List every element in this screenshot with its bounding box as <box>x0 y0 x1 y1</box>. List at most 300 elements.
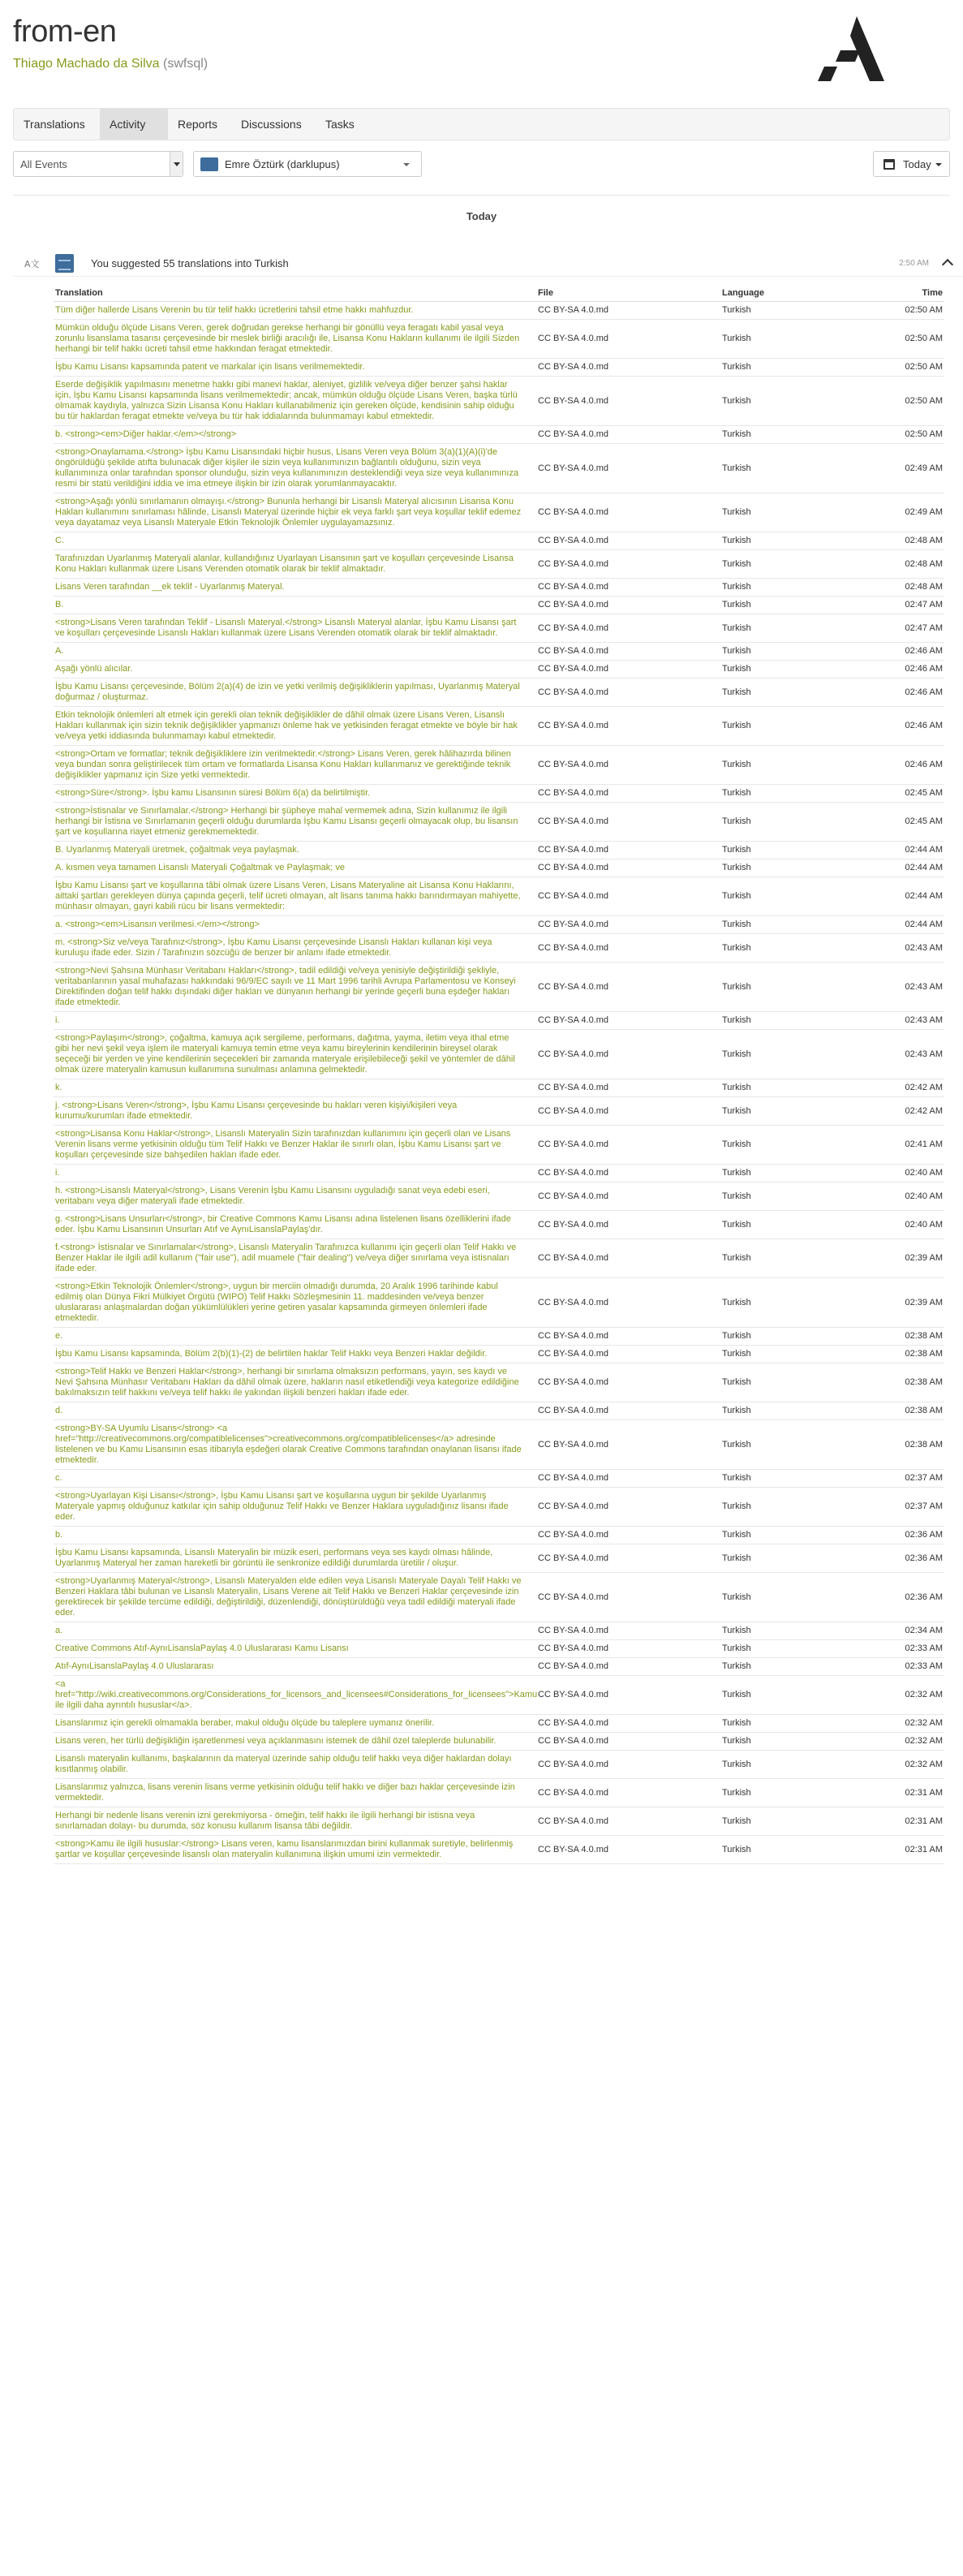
table-row <box>54 1165 944 1182</box>
row-time: 02:40 AM <box>883 1165 944 1182</box>
translation-text[interactable]: b. <strong><em>Diğer haklar.</em></strong> <box>54 426 536 444</box>
file-name[interactable]: CC BY-SA 4.0.md <box>536 579 720 597</box>
language-name: Turkish <box>720 934 883 963</box>
day-heading: Today <box>466 210 497 222</box>
file-name[interactable]: CC BY-SA 4.0.md <box>536 842 720 859</box>
translation-text[interactable]: <strong>İstisnalar ve Sınırlamalar.</strong> Herhangi bir şüpheye mahal vermemek adına, Sizin kullanımız ile ilgili herhangi bir İstisna ve Sınırlamanın geçerli olduğu durumlarda İşbu Kamu Lisansı geçerli olmayacak olup, bu lisansın şart ve koşullarına riayet etmeniz gerekmemektedir. <box>54 803 536 842</box>
date-filter-label: Today <box>903 158 931 170</box>
translate-icon: A文 <box>24 259 40 269</box>
project-title: from-en <box>13 15 117 49</box>
row-time: 02:45 AM <box>883 785 944 803</box>
row-time: 02:46 AM <box>883 746 944 785</box>
table-row <box>54 493 944 532</box>
translation-text[interactable]: b. <box>54 1527 536 1544</box>
file-name[interactable]: CC BY-SA 4.0.md <box>536 643 720 661</box>
row-time: 02:37 AM <box>883 1488 944 1527</box>
translation-text[interactable]: Mümkün olduğu ölçüde Lisans Veren, gerek doğrudan gerekse herhangi bir gönüllü veya feragatı kabil yasal veya zorunlu lisanslama tasarısı çerçevesinde bir meslek birliği aracılığı ile, Lisansa Konu Hakların kullanımı ile ilgili Sizden herhangi bir telif hakkı ücreti tahsil etme hakkından feragat etmektedir. <box>54 320 536 359</box>
language-name: Turkish <box>720 444 883 493</box>
row-time: 02:38 AM <box>883 1363 944 1402</box>
table-row <box>54 377 944 426</box>
row-time: 02:42 AM <box>883 1097 944 1126</box>
table-row <box>54 1182 944 1211</box>
translations-table <box>54 285 944 1864</box>
divider <box>13 195 950 196</box>
chevron-down-icon <box>403 163 410 166</box>
language-name: Turkish <box>720 1658 883 1676</box>
language-name: Turkish <box>720 1012 883 1030</box>
translation-text[interactable]: a. <box>54 1622 536 1640</box>
row-time: 02:32 AM <box>883 1715 944 1733</box>
table-row <box>54 1097 944 1126</box>
row-time: 02:33 AM <box>883 1640 944 1658</box>
table-row <box>54 1126 944 1165</box>
table-header-row <box>54 285 944 302</box>
file-name[interactable]: CC BY-SA 4.0.md <box>536 1640 720 1658</box>
chevron-up-icon[interactable] <box>942 259 953 270</box>
row-time: 02:44 AM <box>883 916 944 934</box>
table-row <box>54 550 944 579</box>
col-time: Time <box>883 285 944 302</box>
language-name: Turkish <box>720 1402 883 1420</box>
project-owner[interactable] <box>13 57 208 71</box>
file-name[interactable]: CC BY-SA 4.0.md <box>536 1658 720 1676</box>
translation-text[interactable]: B. Uyarlanmış Materyali üretmek, çoğaltmak veya paylaşmak. <box>54 842 536 859</box>
file-name[interactable]: CC BY-SA 4.0.md <box>536 934 720 963</box>
table-row <box>54 1544 944 1573</box>
language-name: Turkish <box>720 1420 883 1470</box>
translation-text[interactable]: <strong>Kamu ile ilgili hususlar:</strong> Lisans veren, kamu lisanslarımızdan birini kullanmak suretiyle, belirlenmiş şartlar ve koşullar çerçevesinde lisanslı olan materyalin kullanımına ilişkin umumi izin vermektedir. <box>54 1836 536 1864</box>
file-name[interactable]: CC BY-SA 4.0.md <box>536 1836 720 1864</box>
translation-text[interactable]: f.<strong> İstisnalar ve Sınırlamalar</strong>, Lisanslı Materyalin Tarafınızca kullanımı için geçerli olan Telif Hakkı ve Benzer Haklar ile ilgili adil kullanım ("fair use"), adil muamele ("fair dealing") ve/veya diğer sınırlama veya istisnaları ifade eder. <box>54 1239 536 1278</box>
language-name: Turkish <box>720 550 883 579</box>
language-name: Turkish <box>720 746 883 785</box>
language-name: Turkish <box>720 1544 883 1573</box>
language-name: Turkish <box>720 842 883 859</box>
table-row <box>54 785 944 803</box>
filter-bar <box>13 151 950 180</box>
translation-text[interactable]: <strong>Telif Hakkı ve Benzeri Haklar</strong>, herhangi bir sınırlama olmaksızın performans, yayın, ses kaydı ve Nevi Şahsına Münhasır Veritabanı Hakları da dâhil olmak üzere, hakların nasıl etiketlendiği veya kategorize edildiğine bakılmaksızın telif hakkını ve/veya telif hakkı ile yakından ilişkili benzeri hakları ifade eder. <box>54 1363 536 1402</box>
row-time: 02:37 AM <box>883 1470 944 1488</box>
file-name[interactable]: CC BY-SA 4.0.md <box>536 550 720 579</box>
file-name[interactable]: CC BY-SA 4.0.md <box>536 1527 720 1544</box>
table-row <box>54 1715 944 1733</box>
translation-text[interactable]: C. <box>54 532 536 550</box>
language-name: Turkish <box>720 785 883 803</box>
row-time: 02:31 AM <box>883 1807 944 1836</box>
translation-text[interactable]: İşbu Kamu Lisansı şart ve koşullarına tâbi olmak üzere Lisans Veren, Lisans Materyaline ait Lisansa Konu Haklarını, aittaki şartları gerekleyen dünya çapında geçerli, telif ücreti olmayan, alt lisans tanıma hakkı barındırmayan mahiyette, münhasır olmayan, gayri kabili rücu bir lisans vermektedir: <box>54 877 536 916</box>
row-time: 02:33 AM <box>883 1658 944 1676</box>
table-row <box>54 1278 944 1328</box>
language-name: Turkish <box>720 1676 883 1715</box>
language-name: Turkish <box>720 1573 883 1622</box>
language-name: Turkish <box>720 643 883 661</box>
row-time: 02:50 AM <box>883 320 944 359</box>
translation-text[interactable]: B. <box>54 597 536 614</box>
translation-text[interactable]: h. <strong>Lisanslı Materyal</strong>, Lisans Verenin İşbu Kamu Lisansını uyguladığı sanat veya edebi eseri, veritabanı veya diğer materyali ifade etmektedir. <box>54 1182 536 1211</box>
file-name[interactable]: CC BY-SA 4.0.md <box>536 1211 720 1239</box>
translation-text[interactable]: <strong>Lisans Veren tarafından Teklif - Lisanslı Materyal.</strong> Lisanslı Materyal alanlar, İşbu Kamu Lisansı şart ve koşulları çerçevesinde Lisanslı Hakları kullanmak üzere Lisans Verenden otomatik olarak bir teklif almaktadır. <box>54 614 536 643</box>
translation-text[interactable]: Herhangi bir nedenle lisans verenin izni gerekmiyorsa - örneğin, telif hakkı ile ilgili herhangi bir istisna veya sınırlamadan dolayı- bu durumda, söz konusu kullanım lisansa tâbi değildir. <box>54 1807 536 1836</box>
translation-text[interactable]: Eserde değişiklik yapılmasını menetme hakkı gibi manevi haklar, aleniyet, gizlilik ve/veya diğer benzer şahsi haklar için, İşbu Kamu Lisansı kapsamında lisans verilmemektedir; ancak, mümkün olduğu ölçüde Lisans Veren, başka türlü olmamak kaydıyla, yalnızca Sizin Lisansa Konu Hakları kullanabilmeniz için gereken ölçüde, kendisinin sahip olduğu bu tür haklardan feragat etmekte ve/veya bu tür hak iddialarında bulunmamayı kabul etmektedir. <box>54 377 536 426</box>
row-time: 02:50 AM <box>883 426 944 444</box>
row-time: 02:46 AM <box>883 707 944 746</box>
language-name: Turkish <box>720 1097 883 1126</box>
language-name: Turkish <box>720 1715 883 1733</box>
row-time: 02:39 AM <box>883 1278 944 1328</box>
language-name: Turkish <box>720 1751 883 1779</box>
file-name[interactable]: CC BY-SA 4.0.md <box>536 1030 720 1079</box>
row-time: 02:38 AM <box>883 1328 944 1346</box>
translation-text[interactable]: İşbu Kamu Lisansı kapsamında patent ve markalar için lisans verilmemektedir. <box>54 359 536 377</box>
row-time: 02:46 AM <box>883 643 944 661</box>
language-name: Turkish <box>720 320 883 359</box>
row-time: 02:43 AM <box>883 963 944 1012</box>
tab-activity[interactable]: Activity <box>100 109 168 140</box>
table-row <box>54 803 944 842</box>
file-name[interactable]: CC BY-SA 4.0.md <box>536 532 720 550</box>
translation-text[interactable]: <a href="http://wiki.creativecommons.org/Considerations_for_licensors_and_licensees#Considerations_for_licensees">Kamu ile ilgili daha ayrıntılı hususlar</a>. <box>54 1676 536 1715</box>
table-row <box>54 1751 944 1779</box>
row-time: 02:40 AM <box>883 1182 944 1211</box>
file-name[interactable]: CC BY-SA 4.0.md <box>536 1328 720 1346</box>
translation-text[interactable]: Lisans veren, her türlü değişikliğin işaretlenmesi veya açıklanmasını istemek de dâhil özel taleplerde bulunabilir. <box>54 1733 536 1751</box>
language-name: Turkish <box>720 597 883 614</box>
translation-text[interactable]: İşbu Kamu Lisansı kapsamında, Bölüm 2(b)(1)-(2) de belirtilen haklar Telif Hakkı veya Benzeri Haklar değildir. <box>54 1346 536 1363</box>
file-name[interactable]: CC BY-SA 4.0.md <box>536 1751 720 1779</box>
table-row <box>54 1328 944 1346</box>
row-time: 02:38 AM <box>883 1420 944 1470</box>
translation-text[interactable]: Etkin teknolojik önlemleri alt etmek için gerekli olan teknik değişiklikler de dâhil olmak üzere Lisans Veren, Lisanslı Hakları kullanmak için sizin teknik değişiklikler yapmanızı önleme hak ve yetkisinden feragat etmekte ve böyle bir hak ve/veya yetki iddiasında bulunmamayı kabul etmektedir. <box>54 707 536 746</box>
file-name[interactable]: CC BY-SA 4.0.md <box>536 859 720 877</box>
language-name: Turkish <box>720 661 883 678</box>
row-time: 02:46 AM <box>883 661 944 678</box>
language-name: Turkish <box>720 1182 883 1211</box>
row-time: 02:49 AM <box>883 444 944 493</box>
table-row <box>54 1807 944 1836</box>
row-time: 02:32 AM <box>883 1751 944 1779</box>
translation-text[interactable]: <strong>Lisansa Konu Haklar</strong>, Lisanslı Materyalin Sizin tarafınızdan kullanımını için geçerli olan ve Lisans Verenin lisans verme yetkisinin olduğu tüm Telif Hakkı ve Benzer Haklar ile sınırlı olan, İşbu Kamu Lisansı şart ve koşulları çerçevesinde size bahşedilen hakları ifade eder. <box>54 1126 536 1165</box>
table-row <box>54 320 944 359</box>
translation-text[interactable]: <strong>Ortam ve formatlar; teknik değişikliklere izin verilmektedir.</strong> Lisans Veren, gerek hâlihazırda bilinen veya bundan sonra geliştirilecek tüm ortam ve formatlarda Lisansa Konu Hakları kullanmanız ve gerektiğinde teknik değişiklikler yapmanız için Size yetki vermektedir. <box>54 746 536 785</box>
tab-discussions[interactable]: Discussions <box>241 118 302 131</box>
language-name: Turkish <box>720 1165 883 1182</box>
table-row <box>54 1470 944 1488</box>
language-name: Turkish <box>720 532 883 550</box>
row-time: 02:47 AM <box>883 597 944 614</box>
file-name[interactable]: CC BY-SA 4.0.md <box>536 1079 720 1097</box>
table-row <box>54 661 944 678</box>
table-row <box>54 963 944 1012</box>
translation-text[interactable]: j. <strong>Lisans Veren</strong>, İşbu Kamu Lisansı çerçevesinde bu hakları veren kişiyi/kişileri veya kurumu/kurumları ifade etmektedir. <box>54 1097 536 1126</box>
file-name[interactable]: CC BY-SA 4.0.md <box>536 877 720 916</box>
row-time: 02:43 AM <box>883 934 944 963</box>
language-name: Turkish <box>720 1470 883 1488</box>
project-header <box>0 0 963 97</box>
translation-text[interactable]: c. <box>54 1470 536 1488</box>
row-time: 02:38 AM <box>883 1346 944 1363</box>
translation-text[interactable]: g. <strong>Lisans Unsurları</strong>, bir Creative Commons Kamu Lisansı adına listelenen lisans özelliklerini ifade eder. İşbu Kamu Lisansının Unsurları Atıf ve AynıLisanslaPaylaş'dır. <box>54 1211 536 1239</box>
language-name: Turkish <box>720 302 883 320</box>
language-name: Turkish <box>720 493 883 532</box>
translation-text[interactable]: İşbu Kamu Lisansı kapsamında, Lisanslı Materyalin bir müzik eseri, performans veya ses kaydı olması hâlinde, Uyarlanmış Materyal her zaman hareketli bir görüntü ile senkronize edildiği durumlarda üretilir / oluşur. <box>54 1544 536 1573</box>
row-time: 02:32 AM <box>883 1733 944 1751</box>
translation-text[interactable]: İşbu Kamu Lisansı çerçevesinde, Bölüm 2(a)(4) de izin ve yetki verilmiş değişikliklerin yapılması, Uyarlanmış Materyal doğurmaz / oluşturmaz. <box>54 678 536 707</box>
col-language: Language <box>720 285 883 302</box>
file-name[interactable]: CC BY-SA 4.0.md <box>536 1733 720 1751</box>
file-name[interactable]: CC BY-SA 4.0.md <box>536 1239 720 1278</box>
translation-text[interactable]: <strong>Uyarlanmış Materyal</strong>, Lisanslı Materyalden elde edilen veya Lisanslı Materyale Dayalı Telif Hakkı ve Benzeri Haklara tâbi bulunan ve Lisanslı Materyalin, Lisans Verene ait Telif Hakkı ve Benzeri Haklar çerçevesinde izin gerektirecek bir şekilde tercüme edildiği, değiştirildiği, düzenlendiği, dönüştürüldüğü veya tadil edildiği materyali ifade eder. <box>54 1573 536 1622</box>
translation-text[interactable]: Creative Commons Atıf-AynıLisanslaPaylaş 4.0 Uluslararası Kamu Lisansı <box>54 1640 536 1658</box>
translation-text[interactable]: <strong>Aşağı yönlü sınırlamanın olmayışı.</strong> Bununla herhangi bir Lisanslı Materyal alıcısının Lisansa Konu Hakları kullanımını sınırlaması hâlinde, Lisanslı Materyal üzerinde hiçbir ek veya farklı şart veya koşullar teklif edemez veya dayatamaz veya Lisanslı Materyale Etkin Teknolojik Önlemler uygulayamazsınız. <box>54 493 536 532</box>
file-name[interactable]: CC BY-SA 4.0.md <box>536 678 720 707</box>
table-row <box>54 1346 944 1363</box>
row-time: 02:47 AM <box>883 614 944 643</box>
file-name[interactable]: CC BY-SA 4.0.md <box>536 1807 720 1836</box>
table-row <box>54 1676 944 1715</box>
language-name: Turkish <box>720 1807 883 1836</box>
language-name: Turkish <box>720 963 883 1012</box>
file-name[interactable]: CC BY-SA 4.0.md <box>536 707 720 746</box>
table-row <box>54 579 944 597</box>
translation-text[interactable]: Lisans Veren tarafından __ek teklif - Uyarlanmış Materyal. <box>54 579 536 597</box>
date-filter-button[interactable] <box>873 151 950 177</box>
language-name: Turkish <box>720 359 883 377</box>
file-name[interactable]: CC BY-SA 4.0.md <box>536 963 720 1012</box>
translation-text[interactable]: i. <box>54 1012 536 1030</box>
file-name[interactable]: CC BY-SA 4.0.md <box>536 597 720 614</box>
row-time: 02:44 AM <box>883 877 944 916</box>
row-time: 02:31 AM <box>883 1836 944 1864</box>
row-time: 02:36 AM <box>883 1573 944 1622</box>
row-time: 02:48 AM <box>883 532 944 550</box>
language-name: Turkish <box>720 859 883 877</box>
translation-text[interactable]: a. <strong><em>Lisansın verilmesi.</em></strong> <box>54 916 536 934</box>
activity-block <box>13 249 963 1859</box>
file-name[interactable]: CC BY-SA 4.0.md <box>536 1676 720 1715</box>
language-name: Turkish <box>720 1779 883 1807</box>
language-name: Turkish <box>720 1278 883 1328</box>
file-name[interactable]: CC BY-SA 4.0.md <box>536 426 720 444</box>
file-name[interactable]: CC BY-SA 4.0.md <box>536 359 720 377</box>
row-time: 02:43 AM <box>883 1030 944 1079</box>
activity-header[interactable] <box>13 249 963 277</box>
user-filter-select[interactable] <box>193 151 422 177</box>
file-name[interactable]: CC BY-SA 4.0.md <box>536 803 720 842</box>
table-row <box>54 359 944 377</box>
row-time: 02:50 AM <box>883 377 944 426</box>
translation-text[interactable]: e. <box>54 1328 536 1346</box>
translation-text[interactable]: Tüm diğer hallerde Lisans Verenin bu tür telif hakkı ücretlerini tahsil etme hakkı mahfuzdur. <box>54 302 536 320</box>
file-name[interactable]: CC BY-SA 4.0.md <box>536 1488 720 1527</box>
file-name[interactable]: CC BY-SA 4.0.md <box>536 444 720 493</box>
translation-text[interactable]: <strong>Etkin Teknolojik Önlemler</strong>, uygun bir merciin olmadığı durumda, 20 Aralık 1996 tarihinde kabul edilmiş olan Dünya Fikri Mülkiyet Örgütü (WIPO) Telif Hakkı Sözleşmesinin 11. maddesinden ve/veya benzer uluslararası anlaşmalardan doğan yükümlülükleri yerine getiren yasalar kapsamında girmeyen önlemleri ifade etmektedir. <box>54 1278 536 1328</box>
file-name[interactable]: CC BY-SA 4.0.md <box>536 746 720 785</box>
file-name[interactable]: CC BY-SA 4.0.md <box>536 493 720 532</box>
row-time: 02:34 AM <box>883 1622 944 1640</box>
table-row <box>54 532 944 550</box>
row-time: 02:32 AM <box>883 1676 944 1715</box>
table-row <box>54 842 944 859</box>
table-row <box>54 1573 944 1622</box>
file-name[interactable]: CC BY-SA 4.0.md <box>536 1573 720 1622</box>
file-name[interactable]: CC BY-SA 4.0.md <box>536 1779 720 1807</box>
file-name[interactable]: CC BY-SA 4.0.md <box>536 1470 720 1488</box>
language-name: Turkish <box>720 877 883 916</box>
language-name: Turkish <box>720 1030 883 1079</box>
table-row <box>54 1420 944 1470</box>
row-time: 02:50 AM <box>883 359 944 377</box>
row-time: 02:36 AM <box>883 1544 944 1573</box>
file-name[interactable]: CC BY-SA 4.0.md <box>536 785 720 803</box>
translation-text[interactable]: <strong>Süre</strong>. İşbu kamu Lisansının süresi Bölüm 6(a) da belirtilmiştir. <box>54 785 536 803</box>
calendar-icon <box>883 159 895 170</box>
table-row <box>54 444 944 493</box>
table-row <box>54 1402 944 1420</box>
file-name[interactable]: CC BY-SA 4.0.md <box>536 1363 720 1402</box>
language-name: Turkish <box>720 707 883 746</box>
language-name: Turkish <box>720 614 883 643</box>
user-filter-value: Emre Öztürk (darklupus) <box>225 158 340 170</box>
table-row <box>54 1733 944 1751</box>
language-name: Turkish <box>720 1836 883 1864</box>
table-row <box>54 1363 944 1402</box>
row-time: 02:44 AM <box>883 842 944 859</box>
file-name[interactable]: CC BY-SA 4.0.md <box>536 1346 720 1363</box>
translation-text[interactable]: <strong>Onaylamama.</strong> İşbu Kamu Lisansındaki hiçbir husus, Lisans Veren veya Bölüm 3(a)(1)(A)(i)'de öngörüldüğü şekilde atıfta bulunacak diğer kişiler ile sizin veya kullanımınızın bağlantılı olduğunu, sizin veya kullanımınıza onlar tarafından sponsor olunduğu, sizin veya kullanımınızın desteklendiği veya size veya kullanımınıza resmi bir statü verildiğini iddia ve ima etmeye ilişkin bir izin olarak yorumlanmayacaktır. <box>54 444 536 493</box>
translation-text[interactable]: Tarafınızdan Uyarlanmış Materyali alanlar, kullandığınız Uyarlayan Lisansının şart ve koşulları çerçevesinde Lisansa Konu Hakları kullanmak üzere Lisans Verenden otomatik olarak bir teklif almaktadır. <box>54 550 536 579</box>
row-time: 02:41 AM <box>883 1126 944 1165</box>
project-nav <box>13 108 950 140</box>
file-name[interactable]: CC BY-SA 4.0.md <box>536 1126 720 1165</box>
file-name[interactable]: CC BY-SA 4.0.md <box>536 614 720 643</box>
col-file: File <box>536 285 720 302</box>
file-name[interactable]: CC BY-SA 4.0.md <box>536 1402 720 1420</box>
table-row <box>54 1836 944 1864</box>
language-name: Turkish <box>720 916 883 934</box>
row-time: 02:44 AM <box>883 859 944 877</box>
table-row <box>54 643 944 661</box>
translation-text[interactable]: <strong>Nevi Şahsına Münhasır Veritabanı Hakları</strong>, tadil edildiği ve/veya yenisiyle değiştirildiği şekliyle, veritabanlarının yasal muhafazası hakkındaki 96/9/EC sayılı ve 11 Mart 1996 tarihli Avrupa Parlamentosu ve Konseyi Direktifinden doğan telif hakkı dışındaki diğer hakları ve dünyanın herhangi bir yerinde geçerli buna eşdeğer hakları ifade etmektedir. <box>54 963 536 1012</box>
row-time: 02:36 AM <box>883 1527 944 1544</box>
row-time: 02:45 AM <box>883 803 944 842</box>
translation-text[interactable]: <strong>Uyarlayan Kişi Lisansı</strong>, İşbu Kamu Lisansı şart ve koşullarına uygun bir şekilde Uyarlanmış Materyale yapmış olduğunuz katkılar için sahip olduğunuz Telif Hakkı ve Benzer Haklara uyguladığınız lisansı ifade eder. <box>54 1488 536 1527</box>
row-time: 02:43 AM <box>883 1012 944 1030</box>
tab-translations[interactable]: Translations <box>24 118 85 131</box>
table-row <box>54 1658 944 1676</box>
translation-text[interactable]: d. <box>54 1402 536 1420</box>
tab-tasks[interactable]: Tasks <box>325 118 355 131</box>
translation-text[interactable]: A. kısmen veya tamamen Lisanslı Materyali Çoğaltmak ve Paylaşmak; ve <box>54 859 536 877</box>
table-row <box>54 1239 944 1278</box>
row-time: 02:48 AM <box>883 579 944 597</box>
table-row <box>54 916 944 934</box>
row-time: 02:48 AM <box>883 550 944 579</box>
language-name: Turkish <box>720 1239 883 1278</box>
language-name: Turkish <box>720 1640 883 1658</box>
language-name: Turkish <box>720 1346 883 1363</box>
file-name[interactable]: CC BY-SA 4.0.md <box>536 1097 720 1126</box>
file-name[interactable]: CC BY-SA 4.0.md <box>536 1420 720 1470</box>
file-name[interactable]: CC BY-SA 4.0.md <box>536 916 720 934</box>
row-time: 02:40 AM <box>883 1211 944 1239</box>
user-avatar-icon <box>200 157 218 171</box>
language-name: Turkish <box>720 1363 883 1402</box>
language-name: Turkish <box>720 377 883 426</box>
translation-text[interactable]: k. <box>54 1079 536 1097</box>
translation-text[interactable]: Lisanslarımız için gerekli olmamakla beraber, makul olduğu ölçüde bu taleplere uymanız önerilir. <box>54 1715 536 1733</box>
file-name[interactable]: CC BY-SA 4.0.md <box>536 302 720 320</box>
translation-text[interactable]: i. <box>54 1165 536 1182</box>
table-row <box>54 746 944 785</box>
table-row <box>54 1622 944 1640</box>
table-row <box>54 1079 944 1097</box>
avatar <box>55 254 74 273</box>
table-row <box>54 302 944 320</box>
file-name[interactable]: CC BY-SA 4.0.md <box>536 320 720 359</box>
events-filter-value: All Events <box>20 158 67 170</box>
table-row <box>54 1527 944 1544</box>
language-name: Turkish <box>720 426 883 444</box>
language-name: Turkish <box>720 1527 883 1544</box>
language-name: Turkish <box>720 1488 883 1527</box>
file-name[interactable]: CC BY-SA 4.0.md <box>536 1182 720 1211</box>
translation-text[interactable]: Atıf-AynıLisanslaPaylaş 4.0 Uluslararası <box>54 1658 536 1676</box>
table-row <box>54 1640 944 1658</box>
file-name[interactable]: CC BY-SA 4.0.md <box>536 661 720 678</box>
language-name: Turkish <box>720 803 883 842</box>
language-name: Turkish <box>720 1079 883 1097</box>
table-row <box>54 426 944 444</box>
table-body <box>54 302 944 1864</box>
row-time: 02:38 AM <box>883 1402 944 1420</box>
table-row <box>54 707 944 746</box>
row-time: 02:49 AM <box>883 493 944 532</box>
translation-text[interactable]: m. <strong>Siz ve/veya Tarafınız</strong>, İşbu Kamu Lisansı çerçevesinde Lisanslı Hakları kullanan kişi veya kuruluşu ifade eder. Sizin / Tarafınızın sözcüğü de benzer bir anlamı ifade etmektedir. <box>54 934 536 963</box>
file-name[interactable]: CC BY-SA 4.0.md <box>536 1544 720 1573</box>
tab-reports[interactable]: Reports <box>178 118 218 131</box>
translation-text[interactable]: Lisanslı materyalin kullanımı, başkalarının da materyal üzerinde sahip olduğu telif hakkı veya diğer haklardan dolayı kısıtlanmış olabilir. <box>54 1751 536 1779</box>
logo-icon[interactable] <box>818 16 884 81</box>
col-translation: Translation <box>54 285 536 302</box>
table-row <box>54 678 944 707</box>
file-name[interactable]: CC BY-SA 4.0.md <box>536 1012 720 1030</box>
table-row <box>54 877 944 916</box>
language-name: Turkish <box>720 1733 883 1751</box>
table-row <box>54 1211 944 1239</box>
translation-text[interactable]: A. <box>54 643 536 661</box>
file-name[interactable]: CC BY-SA 4.0.md <box>536 1165 720 1182</box>
translation-text[interactable]: <strong>BY-SA Uyumlu Lisans</strong> <a href="http://creativecommons.org/compatiblelicenses">creativecommons.org/compatiblelicenses</a> adresinde listelenen ve bu Kamu Lisansının esas itibarıyla eşdeğeri olarak Creative Commons tarafından onaylanan lisansı ifade etmektedir. <box>54 1420 536 1470</box>
file-name[interactable]: CC BY-SA 4.0.md <box>536 1622 720 1640</box>
table-row <box>54 1012 944 1030</box>
file-name[interactable]: CC BY-SA 4.0.md <box>536 1715 720 1733</box>
table-row <box>54 1779 944 1807</box>
translation-text[interactable]: Aşağı yönlü alıcılar. <box>54 661 536 678</box>
translation-text[interactable]: <strong>Paylaşım</strong>, çoğaltma, kamuya açık sergileme, performans, dağıtma, yayma, iletim veya ithal etme gibi her nevi şekil veya işlem ile materyali kamuya temin etme veya kamu bireylerinin kendilerinin bireysel olarak seçeceği bir yerden ve yine kendilerinin seçecekleri bir zamanda materyale erişilebileceği şekil ve yöntemler de dâhil olmak üzere materyalin kamusun kullanımına sunulması anlamına gelmektedir. <box>54 1030 536 1079</box>
file-name[interactable]: CC BY-SA 4.0.md <box>536 1278 720 1328</box>
row-time: 02:46 AM <box>883 678 944 707</box>
table-row <box>54 1030 944 1079</box>
chevron-down-icon[interactable] <box>170 152 183 176</box>
file-name[interactable]: CC BY-SA 4.0.md <box>536 377 720 426</box>
table-row <box>54 1488 944 1527</box>
row-time: 02:50 AM <box>883 302 944 320</box>
table-row <box>54 859 944 877</box>
chevron-down-icon <box>935 163 942 166</box>
owner-name[interactable]: Thiago Machado da Silva <box>13 57 160 71</box>
events-filter-select[interactable] <box>13 151 183 177</box>
translation-text[interactable]: Lisanslarımız yalnızca, lisans verenin lisans verme yetkisinin olduğu telif hakkı ve diğer bazı haklar çerçevesinde izin vermektedir. <box>54 1779 536 1807</box>
